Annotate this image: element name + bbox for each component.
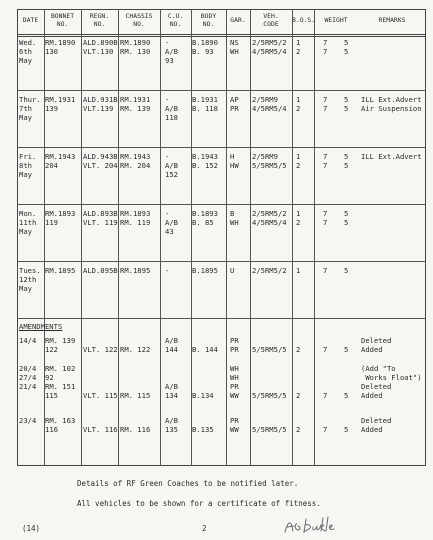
cell-gar: PR WW (230, 382, 239, 400)
cell-code: 5/5RM5/5 (252, 391, 287, 400)
column-header: BONNET NO. (50, 12, 75, 28)
row-divider (17, 318, 426, 319)
cell-date: Tues. 12th May (19, 266, 41, 293)
cell-remarks: ILL Ext.Advert Air Suspension (361, 95, 422, 113)
cell-code: 2/5RM5/2 4/5RM5/4 (252, 209, 287, 227)
cell-wt1: 7 7 (323, 209, 328, 227)
cell-wt1: 7 7 (323, 152, 328, 170)
cell-wt1: 7 7 (323, 95, 328, 113)
cell-bonnet: RM. 139 122 (45, 336, 76, 354)
cell-remarks: Deleted Added (361, 336, 392, 354)
cell-wt2: 5 5 (344, 209, 349, 227)
cell-bonnet: RM.1895 (45, 266, 76, 275)
cell-wt2: 5 5 (344, 95, 349, 113)
cell-wt1: 7 (323, 391, 328, 400)
cell-wt1: 7 (323, 425, 328, 434)
cell-wt2: 5 (344, 425, 349, 434)
cell-cu: - A/B 43 (165, 209, 178, 236)
cell-bos: 2 (296, 345, 301, 354)
column-divider (250, 9, 251, 466)
cell-chassis: RM. 116 (120, 425, 151, 434)
cell-chassis: RM. 122 (120, 345, 151, 354)
page-reference: (14) (22, 524, 41, 533)
column-header: WEIGHT (324, 16, 348, 24)
cell-code: 5/5RM5/5 (252, 425, 287, 434)
cell-bos: 1 2 (296, 209, 301, 227)
cell-chassis: RM. 115 (120, 391, 151, 400)
cell-bonnet: RM.1890 130 (45, 38, 76, 56)
row-divider (17, 34, 426, 37)
cell-gar: AP PR (230, 95, 239, 113)
cell-gar: H HW (230, 152, 239, 170)
cell-regn: ALD.943B VLT. 204 (83, 152, 118, 170)
cell-wt2: 5 (344, 266, 349, 275)
cell-cu: A/B 144 (165, 336, 178, 354)
column-header: VEH. CODE (263, 12, 279, 28)
cell-regn: ALD.890B VLT.130 (83, 38, 118, 56)
column-divider (160, 9, 161, 466)
cell-gar: B WH (230, 209, 239, 227)
cell-chassis: RM.1943 RM. 204 (120, 152, 151, 170)
cell-body: B.1895 (192, 266, 218, 275)
column-divider (226, 9, 227, 466)
cell-chassis: RM.1895 (120, 266, 151, 275)
cell-chassis: RM.1931 RM. 139 (120, 95, 151, 113)
cell-gar: WH WH (230, 364, 239, 382)
cell-date: 23/4 (19, 416, 37, 425)
cell-wt2: 5 (344, 391, 349, 400)
column-header: C.U. NO. (167, 12, 184, 28)
column-divider (314, 9, 315, 466)
cell-wt2: 5 (344, 345, 349, 354)
cell-gar: PR PR (230, 336, 239, 354)
footer-note-fitness: All vehicles to be shown for a certificate of fitness. (77, 499, 321, 508)
cell-gar: U (230, 266, 235, 275)
row-divider (17, 90, 426, 91)
cell-date: Mon. 11th May (19, 209, 37, 236)
cell-bonnet: RM. 151 115 (45, 382, 76, 400)
cell-code: 5/5RM5/5 (252, 345, 287, 354)
cell-body: B.1893 B. 85 (192, 209, 218, 227)
column-divider (118, 9, 119, 466)
cell-body: B.134 (192, 391, 214, 400)
cell-remarks: Deleted Added (361, 382, 392, 400)
cell-regn: VLT. 122 (83, 345, 118, 354)
column-divider (292, 9, 293, 466)
cell-body: B. 144 (192, 345, 218, 354)
cell-regn: VLT. 115 (83, 391, 118, 400)
cell-code: 2/5RM9 4/5RM5/4 (252, 95, 287, 113)
cell-remarks: ILL Ext.Advert (361, 152, 422, 161)
cell-code: 2/5RM5/2 (252, 266, 287, 275)
column-header: GAR. (230, 16, 246, 24)
cell-code: 2/5RM5/2 4/5RM5/4 (252, 38, 287, 56)
cell-cu: A/B 135 (165, 416, 178, 434)
column-header: BODY NO. (200, 12, 217, 28)
handwritten-signature (282, 515, 352, 537)
amendments-heading: AMENDMENTS (19, 322, 63, 331)
cell-date: 20/4 27/4 (19, 364, 37, 382)
cell-body: B.1943 B. 152 (192, 152, 218, 170)
cell-regn: ALD.895B (83, 266, 118, 275)
cell-bonnet: RM. 102 92 (45, 364, 76, 382)
column-header: CHASSIS NO. (125, 12, 153, 28)
cell-cu: - A/B 152 (165, 152, 178, 179)
cell-bonnet: RM.1893 119 (45, 209, 76, 227)
cell-gar: NS WH (230, 38, 239, 56)
cell-date: Thur. 7th May (19, 95, 41, 122)
cell-bonnet: RM.1931 139 (45, 95, 76, 113)
cell-chassis: RM.1893 RM. 119 (120, 209, 151, 227)
cell-regn: ALD.893B VLT. 119 (83, 209, 118, 227)
cell-code: 2/5RM9 5/5RM5/5 (252, 152, 287, 170)
cell-bos: 1 2 (296, 38, 301, 56)
cell-wt1: 7 (323, 345, 328, 354)
cell-body: B.135 (192, 425, 214, 434)
cell-bos: 1 2 (296, 95, 301, 113)
cell-bonnet: RM.1943 204 (45, 152, 76, 170)
row-divider (17, 147, 426, 148)
cell-gar: PR WW (230, 416, 239, 434)
cell-remarks: Deleted Added (361, 416, 392, 434)
cell-cu: - A/B 118 (165, 95, 178, 122)
footer-note-coaches: Details of RF Green Coaches to be notified later. (77, 479, 299, 488)
cell-wt2: 5 5 (344, 38, 349, 56)
cell-bos: 2 (296, 425, 301, 434)
cell-remarks: (Add "To Works Float") (361, 364, 422, 382)
cell-bonnet: RM. 163 116 (45, 416, 76, 434)
cell-body: B.1931 B. 118 (192, 95, 218, 113)
column-header: DATE (22, 16, 39, 24)
cell-wt1: 7 7 (323, 38, 328, 56)
column-header: REGN. NO. (89, 12, 110, 28)
cell-date: 14/4 (19, 336, 37, 345)
cell-bos: 1 2 (296, 152, 301, 170)
cell-date: 21/4 (19, 382, 37, 391)
cell-regn: VLT. 116 (83, 425, 118, 434)
cell-wt2: 5 5 (344, 152, 349, 170)
cell-date: Fri. 8th May (19, 152, 37, 179)
cell-bos: 1 (296, 266, 301, 275)
cell-wt1: 7 (323, 266, 328, 275)
cell-bos: 2 (296, 391, 301, 400)
row-divider (17, 261, 426, 262)
page-number: 2 (202, 524, 207, 533)
row-divider (17, 204, 426, 205)
column-divider (81, 9, 82, 466)
cell-chassis: RM.1890 RM. 130 (120, 38, 151, 56)
column-header: REMARKS (378, 16, 406, 24)
cell-regn: ALD.931B VLT.139 (83, 95, 118, 113)
cell-body: B.1890 B. 93 (192, 38, 218, 56)
cell-cu: - A/B 93 (165, 38, 178, 65)
cell-cu: - (165, 266, 170, 275)
cell-date: Wed. 6th May (19, 38, 37, 65)
column-header: B.O.S. (292, 16, 316, 24)
cell-cu: A/B 134 (165, 382, 178, 400)
